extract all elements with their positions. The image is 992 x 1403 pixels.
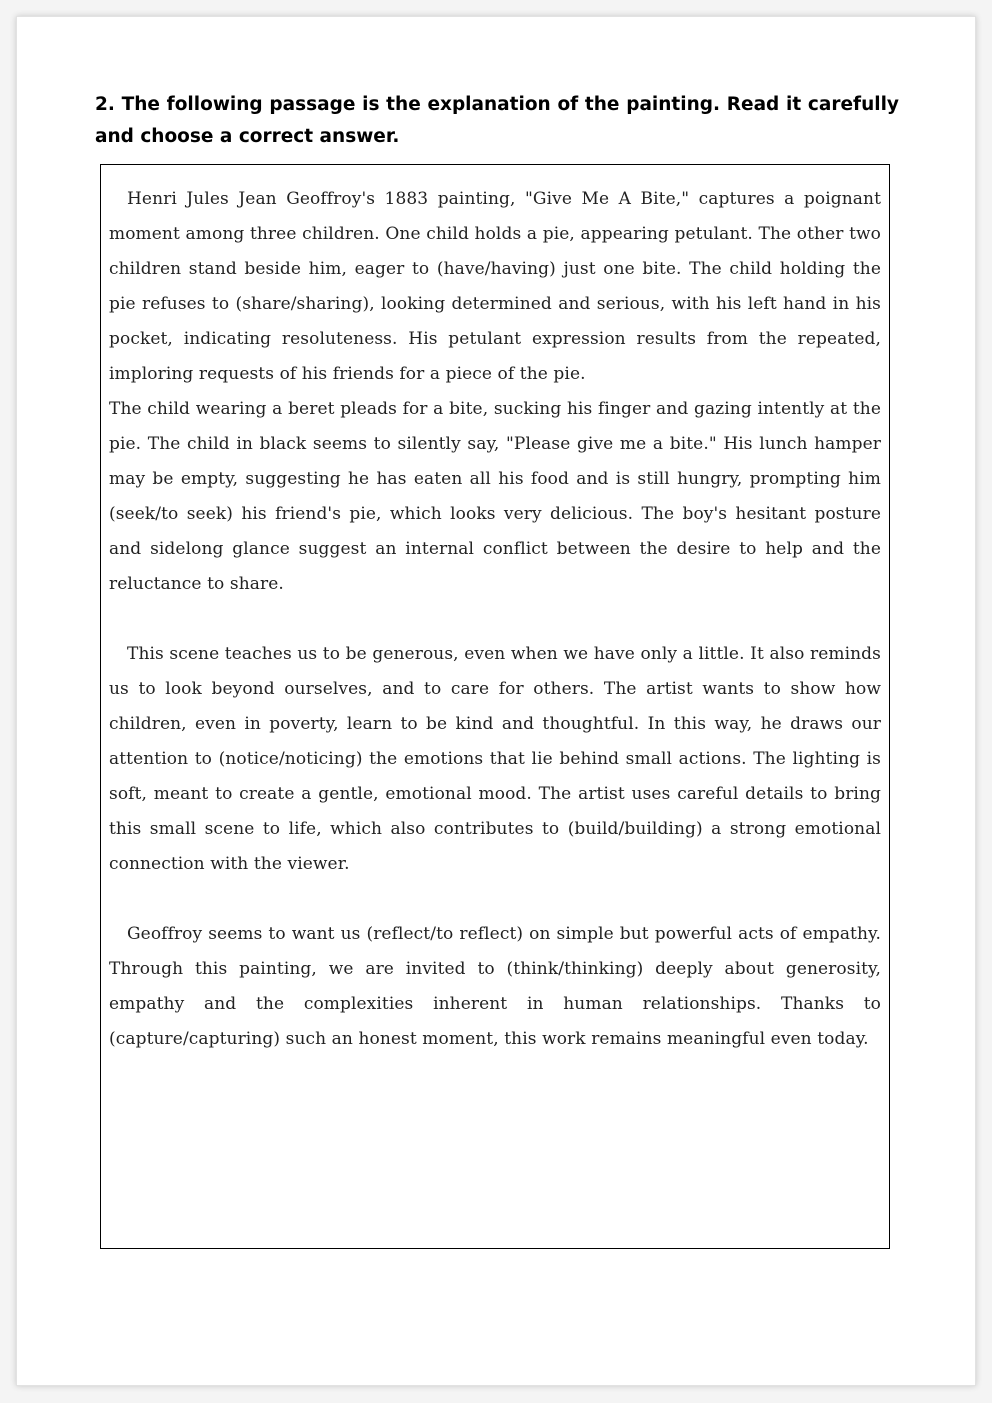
paragraph-gap (109, 882, 881, 917)
paragraph-gap (109, 602, 881, 637)
passage-paragraph-2: The child wearing a beret pleads for a bite, sucking his finger and gazing intently at the pie. The child in black seems to silently say, "Please give me a bite." His lunch hamper may be empty, suggesting he has eaten all his food and is still hungry, prompting him (seek/to seek) his friend's pie, which looks very delicious. The boy's hesitant posture and sidelong glance suggest an internal conflict between the desire to help and the reluctance to share. (109, 399, 881, 594)
document-page (16, 16, 976, 1386)
passage-paragraph-3: This scene teaches us to be generous, even when we have only a little. It also reminds us to look beyond ourselves, and to care for others. The artist wants to show how children, even in poverty, learn to be kind and thoughtful. In this way, he draws our attention to (notice/noticing) the emotions that lie behind small actions. The lighting is soft, meant to create a gentle, emotional mood. The artist uses careful details to bring this small scene to life, which also contributes to (build/building) a strong emotional connection with the viewer. (109, 644, 881, 874)
passage-paragraph-1: Henri Jules Jean Geoffroy's 1883 painting, "Give Me A Bite," captures a poignant moment among three children. One child holds a pie, appearing petulant. The other two children stand beside him, eager to (have/having) just one bite. The child holding the pie refuses to (share/sharing), looking determined and serious, with his left hand in his pocket, indicating resoluteness. His petulant expression results from the repeated, imploring requests of his friends for a piece of the pie. (109, 189, 881, 384)
passage-paragraph-4: Geoffroy seems to want us (reflect/to reflect) on simple but powerful acts of empathy. Through this painting, we are invited to (think/thinking) deeply about generosity, empathy and the complexities inherent in human relationships. Thanks to (capture/capturing) such an honest moment, this work remains meaningful even today. (109, 924, 881, 1049)
passage-box (100, 164, 890, 1249)
question-prompt: 2. The following passage is the explanation of the painting. Read it carefully and choose a correct answer. (95, 94, 899, 147)
